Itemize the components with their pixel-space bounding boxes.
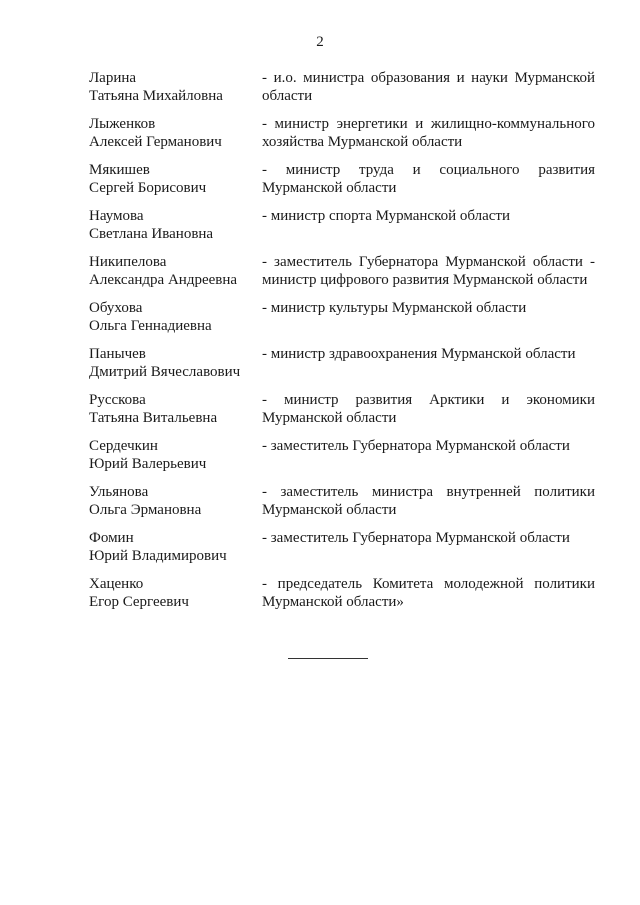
member-name	[89, 299, 262, 345]
member-position: - заместитель Губернатора Мурманской области	[262, 530, 570, 546]
member-name	[89, 115, 262, 161]
member-surname: Никипелова	[89, 254, 167, 270]
member-given-names: Юрий Владимирович	[89, 548, 227, 564]
member-entry	[89, 575, 595, 621]
member-given-names: Юрий Валерьевич	[89, 456, 207, 472]
member-name	[89, 391, 262, 437]
member-entry	[89, 345, 595, 391]
member-surname: Наумова	[89, 208, 144, 224]
member-surname: Мякишев	[89, 162, 150, 178]
page-number: 2	[316, 34, 324, 50]
member-surname: Обухова	[89, 300, 143, 316]
member-entry	[89, 161, 595, 207]
member-given-names: Ольга Эрмановна	[89, 502, 202, 518]
member-position: - заместитель министра внутренней политики Мурманской области	[262, 484, 595, 518]
member-given-names: Татьяна Михайловна	[89, 88, 223, 104]
member-entry	[89, 207, 595, 253]
member-entry	[89, 529, 595, 575]
member-entry	[89, 69, 595, 115]
member-position: - министр труда и социального развития Мурманской области	[262, 162, 595, 196]
member-name	[89, 69, 262, 115]
member-name	[89, 483, 262, 529]
member-given-names: Сергей Борисович	[89, 180, 207, 196]
member-name	[89, 345, 262, 391]
member-given-names: Александра Андреевна	[89, 272, 238, 288]
member-entry	[89, 483, 595, 529]
member-name	[89, 529, 262, 575]
member-name	[89, 253, 262, 299]
member-given-names: Светлана Ивановна	[89, 226, 214, 242]
member-surname: Хаценко	[89, 576, 144, 592]
member-surname: Сердечкин	[89, 438, 158, 454]
member-position: - заместитель Губернатора Мурманской области - министр цифрового развития Мурманской области	[262, 254, 595, 288]
member-entry	[89, 253, 595, 299]
member-position: - министр здравоохранения Мурманской области	[262, 346, 576, 362]
member-surname: Панычев	[89, 346, 146, 362]
member-position: - министр энергетики и жилищно-коммунального хозяйства Мурманской области	[262, 116, 595, 150]
member-entry	[89, 299, 595, 345]
member-surname: Лыженков	[89, 116, 156, 132]
member-position: - министр спорта Мурманской области	[262, 208, 511, 224]
member-surname: Ульянова	[89, 484, 149, 500]
member-given-names: Ольга Геннадиевна	[89, 318, 212, 334]
member-position: - и.о. министра образования и науки Мурманской области	[262, 70, 595, 104]
member-entry	[89, 437, 595, 483]
member-position: - министр развития Арктики и экономики Мурманской области	[262, 392, 595, 426]
member-name	[89, 161, 262, 207]
member-entry	[89, 391, 595, 437]
members-list	[89, 69, 595, 621]
member-name	[89, 207, 262, 253]
member-given-names: Алексей Германович	[89, 134, 222, 150]
member-given-names: Егор Сергеевич	[89, 594, 189, 610]
member-surname: Фомин	[89, 530, 134, 546]
member-given-names: Дмитрий Вячеславович	[89, 364, 241, 380]
member-surname: Русскова	[89, 392, 146, 408]
member-position: - заместитель Губернатора Мурманской области	[262, 438, 570, 454]
member-name	[89, 575, 262, 621]
member-given-names: Татьяна Витальевна	[89, 410, 218, 426]
member-position: - министр культуры Мурманской области	[262, 300, 527, 316]
closing-rule	[288, 658, 368, 659]
member-name	[89, 437, 262, 483]
member-surname: Ларина	[89, 70, 137, 86]
member-position: - председатель Комитета молодежной политики Мурманской области»	[262, 576, 595, 610]
member-entry	[89, 115, 595, 161]
